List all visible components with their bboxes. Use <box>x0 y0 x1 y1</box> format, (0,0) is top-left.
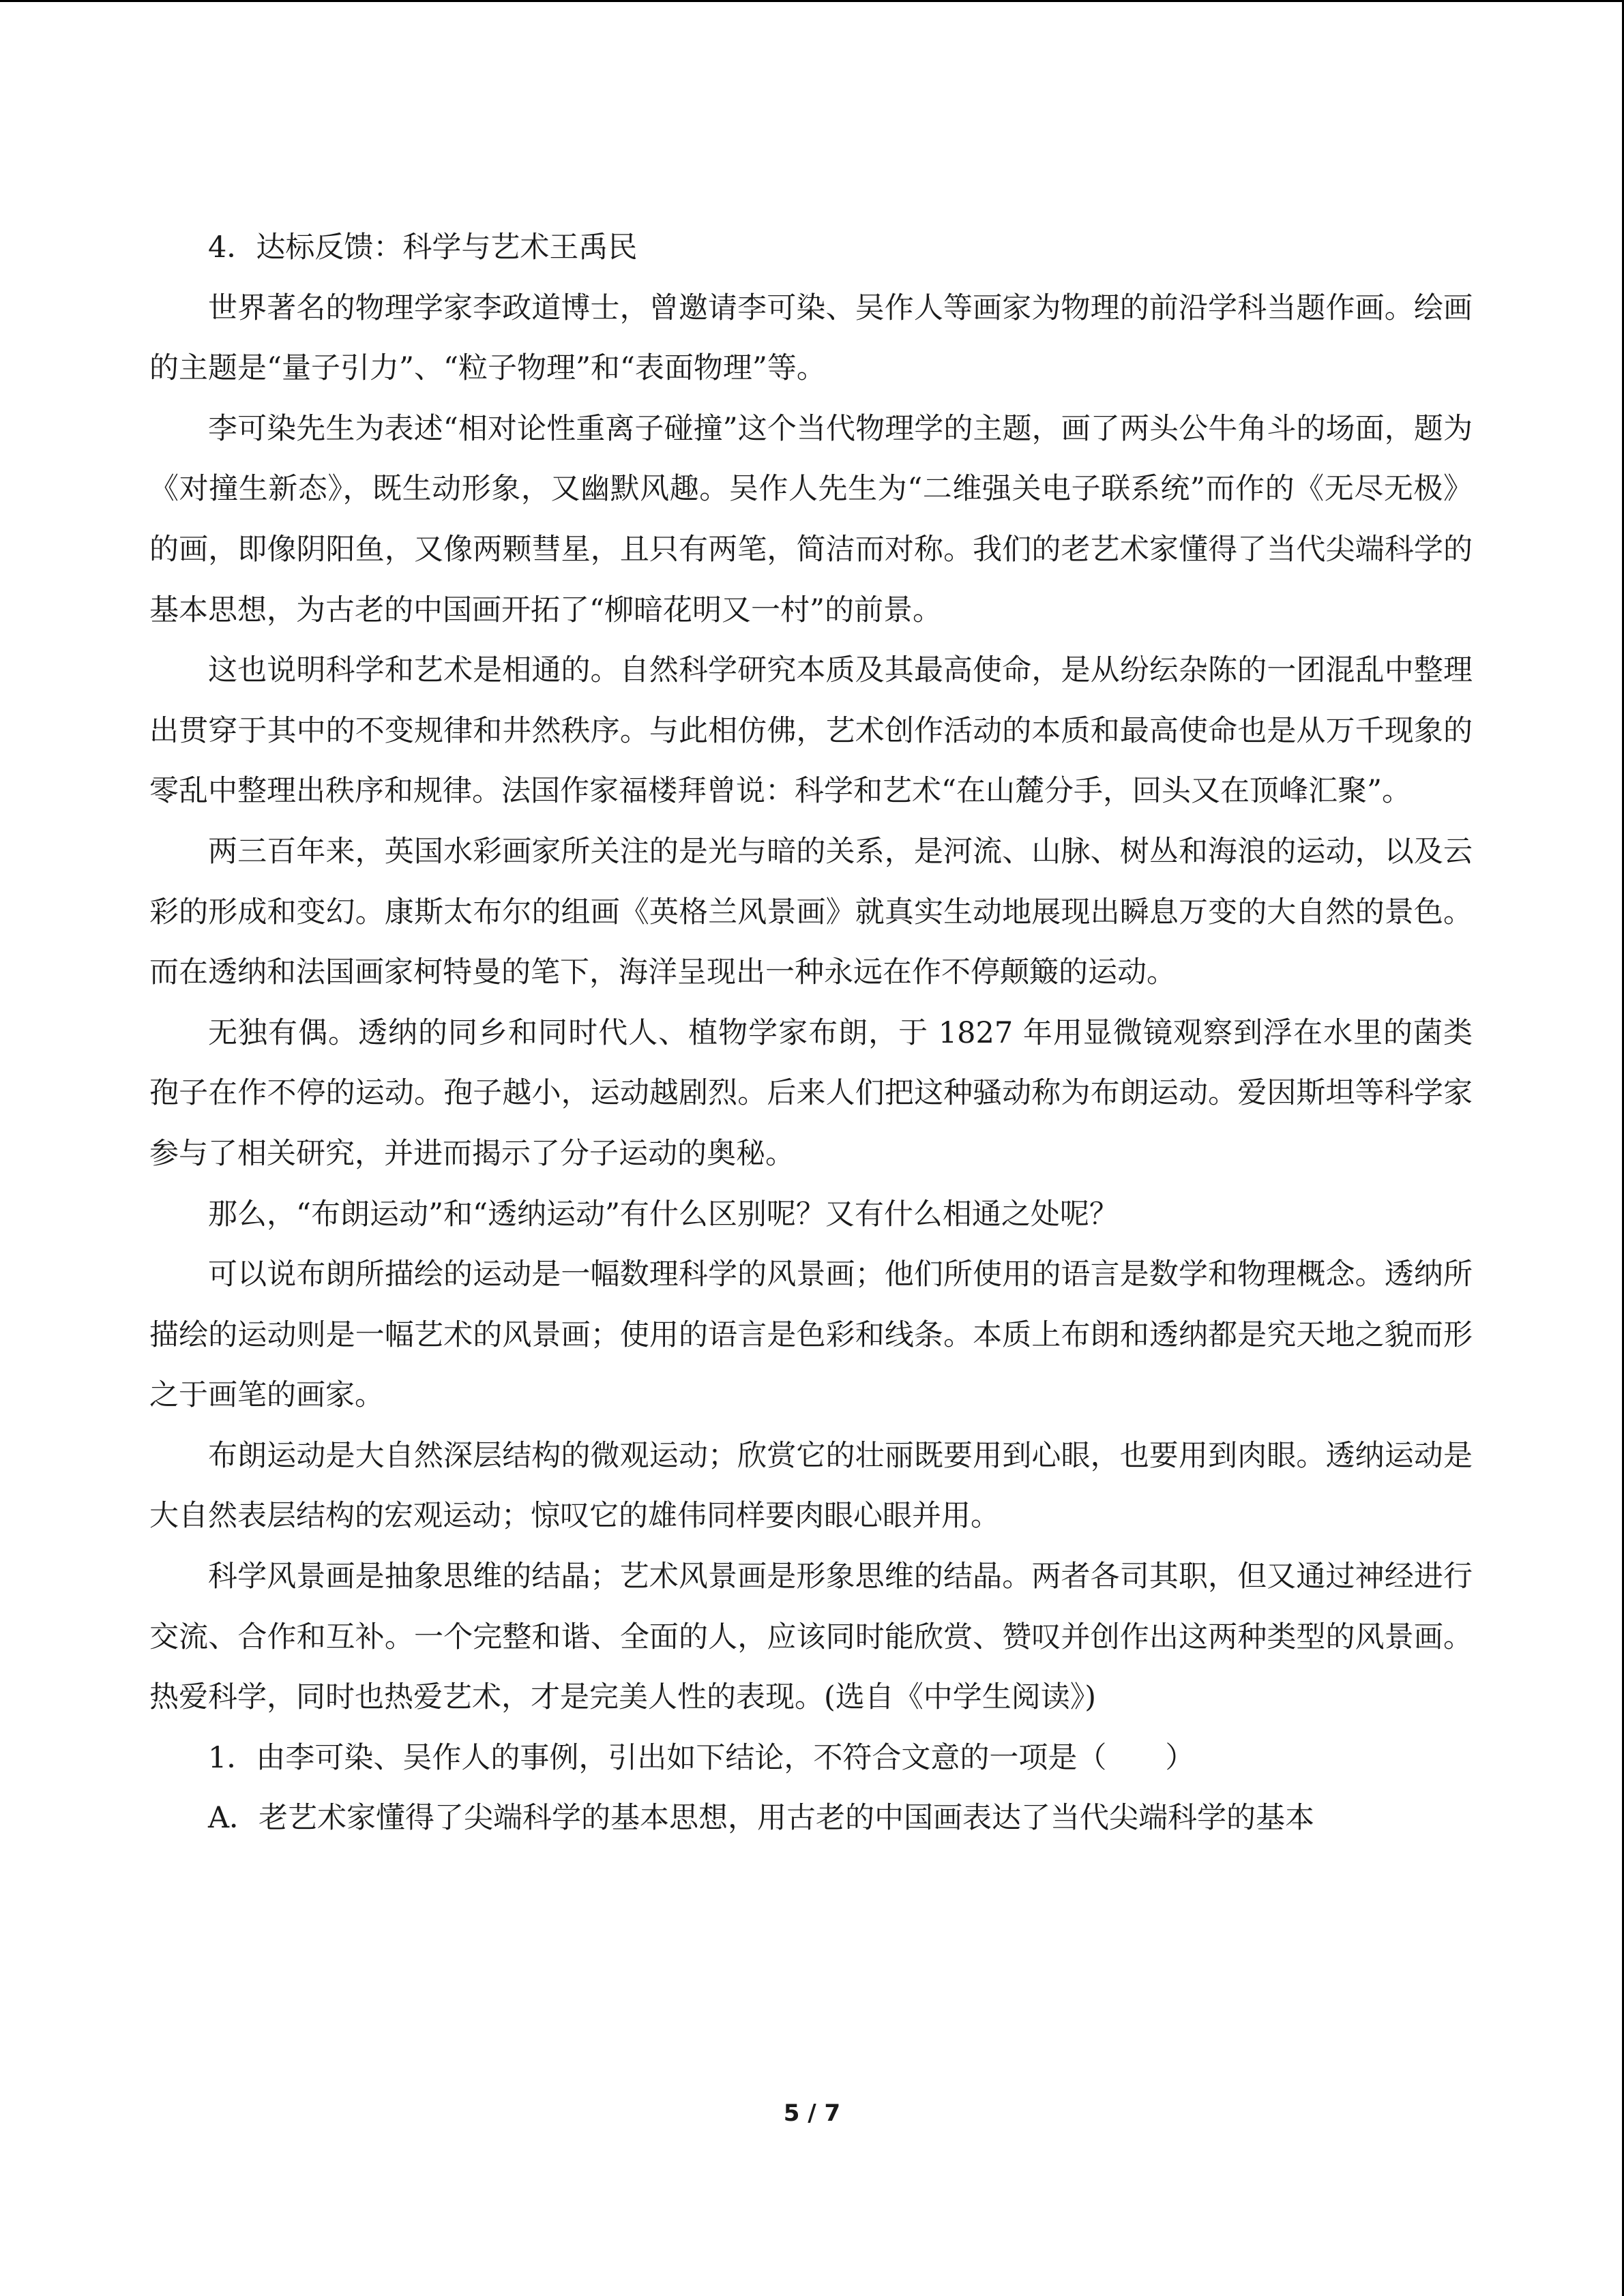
paragraph: 世界著名的物理学家李政道博士，曾邀请李可染、吴作人等画家为物理的前沿学科当题作画。绘画的主题是“量子引力”、“粒子物理”和“表面物理”等。 <box>149 290 1473 386</box>
paragraph: 无独有偶。透纳的同乡和同时代人、植物学家布朗，于 1827 年用显微镜观察到浮在水里的菌类孢子在作不停的运动。孢子越小，运动越剧烈。后来人们把这种骚动称为布朗运动。爱因斯坦等科学家参与了相关研究，并进而揭示了分子运动的奥秘。 <box>149 1015 1473 1171</box>
paragraph: 科学风景画是抽象思维的结晶；艺术风景画是形象思维的结晶。两者各司其职，但又通过神经进行交流、合作和互补。一个完整和谐、全面的人，应该同时能欣赏、赞叹并创作出这两种类型的风景画。热爱科学，同时也热爱艺术，才是完美人性的表现。(选自《中学生阅读》) <box>149 1560 1473 1715</box>
option-a: A．老艺术家懂得了尖端科学的基本思想，用古老的中国画表达了当代尖端科学的基本 <box>208 1801 1315 1836</box>
paragraph: 那么，“布朗运动”和“透纳运动”有什么区别呢？又有什么相通之处呢？ <box>208 1197 1119 1232</box>
paragraph: 布朗运动是大自然深层结构的微观运动；欣赏它的壮丽既要用到心眼，也要用到肉眼。透纳运动是大自然表层结构的宏观运动；惊叹它的雄伟同样要肉眼心眼并用。 <box>149 1438 1473 1534</box>
paragraph: 这也说明科学和艺术是相通的。自然科学研究本质及其最高使命，是从纷纭杂陈的一团混乱中整理出贯穿于其中的不变规律和井然秩序。与此相仿佛，艺术创作活动的本质和最高使命也是从万千现象的零乱中整理出秩序和规律。法国作家福楼拜曾说：科学和艺术“在山麓分手，回头又在顶峰汇聚”。 <box>149 653 1473 809</box>
document-body <box>149 218 1473 1849</box>
section-title: 4．达标反馈：科学与艺术王禹民 <box>208 230 638 265</box>
page-number: 5 / 7 <box>783 2100 841 2127</box>
paragraph: 可以说布朗所描绘的运动是一幅数理科学的风景画；他们所使用的语言是数学和物理概念。透纳所描绘的运动则是一幅艺术的风景画；使用的语言是色彩和线条。本质上布朗和透纳都是究天地之貌而形之于画笔的画家。 <box>149 1257 1473 1413</box>
question-1: 1．由李可染、吴作人的事例，引出如下结论，不符合文意的一项是（ ） <box>208 1740 1195 1775</box>
paragraph: 两三百年来，英国水彩画家所关注的是光与暗的关系，是河流、山脉、树丛和海浪的运动，以及云彩的形成和变幻。康斯太布尔的组画《英格兰风景画》就真实生动地展现出瞬息万变的大自然的景色。而在透纳和法国画家柯特曼的笔下，海洋呈现出一种永远在作不停颠簸的运动。 <box>149 834 1473 990</box>
paragraph: 李可染先生为表述“相对论性重离子碰撞”这个当代物理学的主题，画了两头公牛角斗的场面，题为《对撞生新态》，既生动形象，又幽默风趣。吴作人先生为“二维强关电子联系统”而作的《无尽无极》的画，即像阴阳鱼，又像两颗彗星，且只有两笔，简洁而对称。我们的老艺术家懂得了当代尖端科学的基本思想，为古老的中国画开拓了“柳暗花明又一村”的前景。 <box>149 411 1473 627</box>
